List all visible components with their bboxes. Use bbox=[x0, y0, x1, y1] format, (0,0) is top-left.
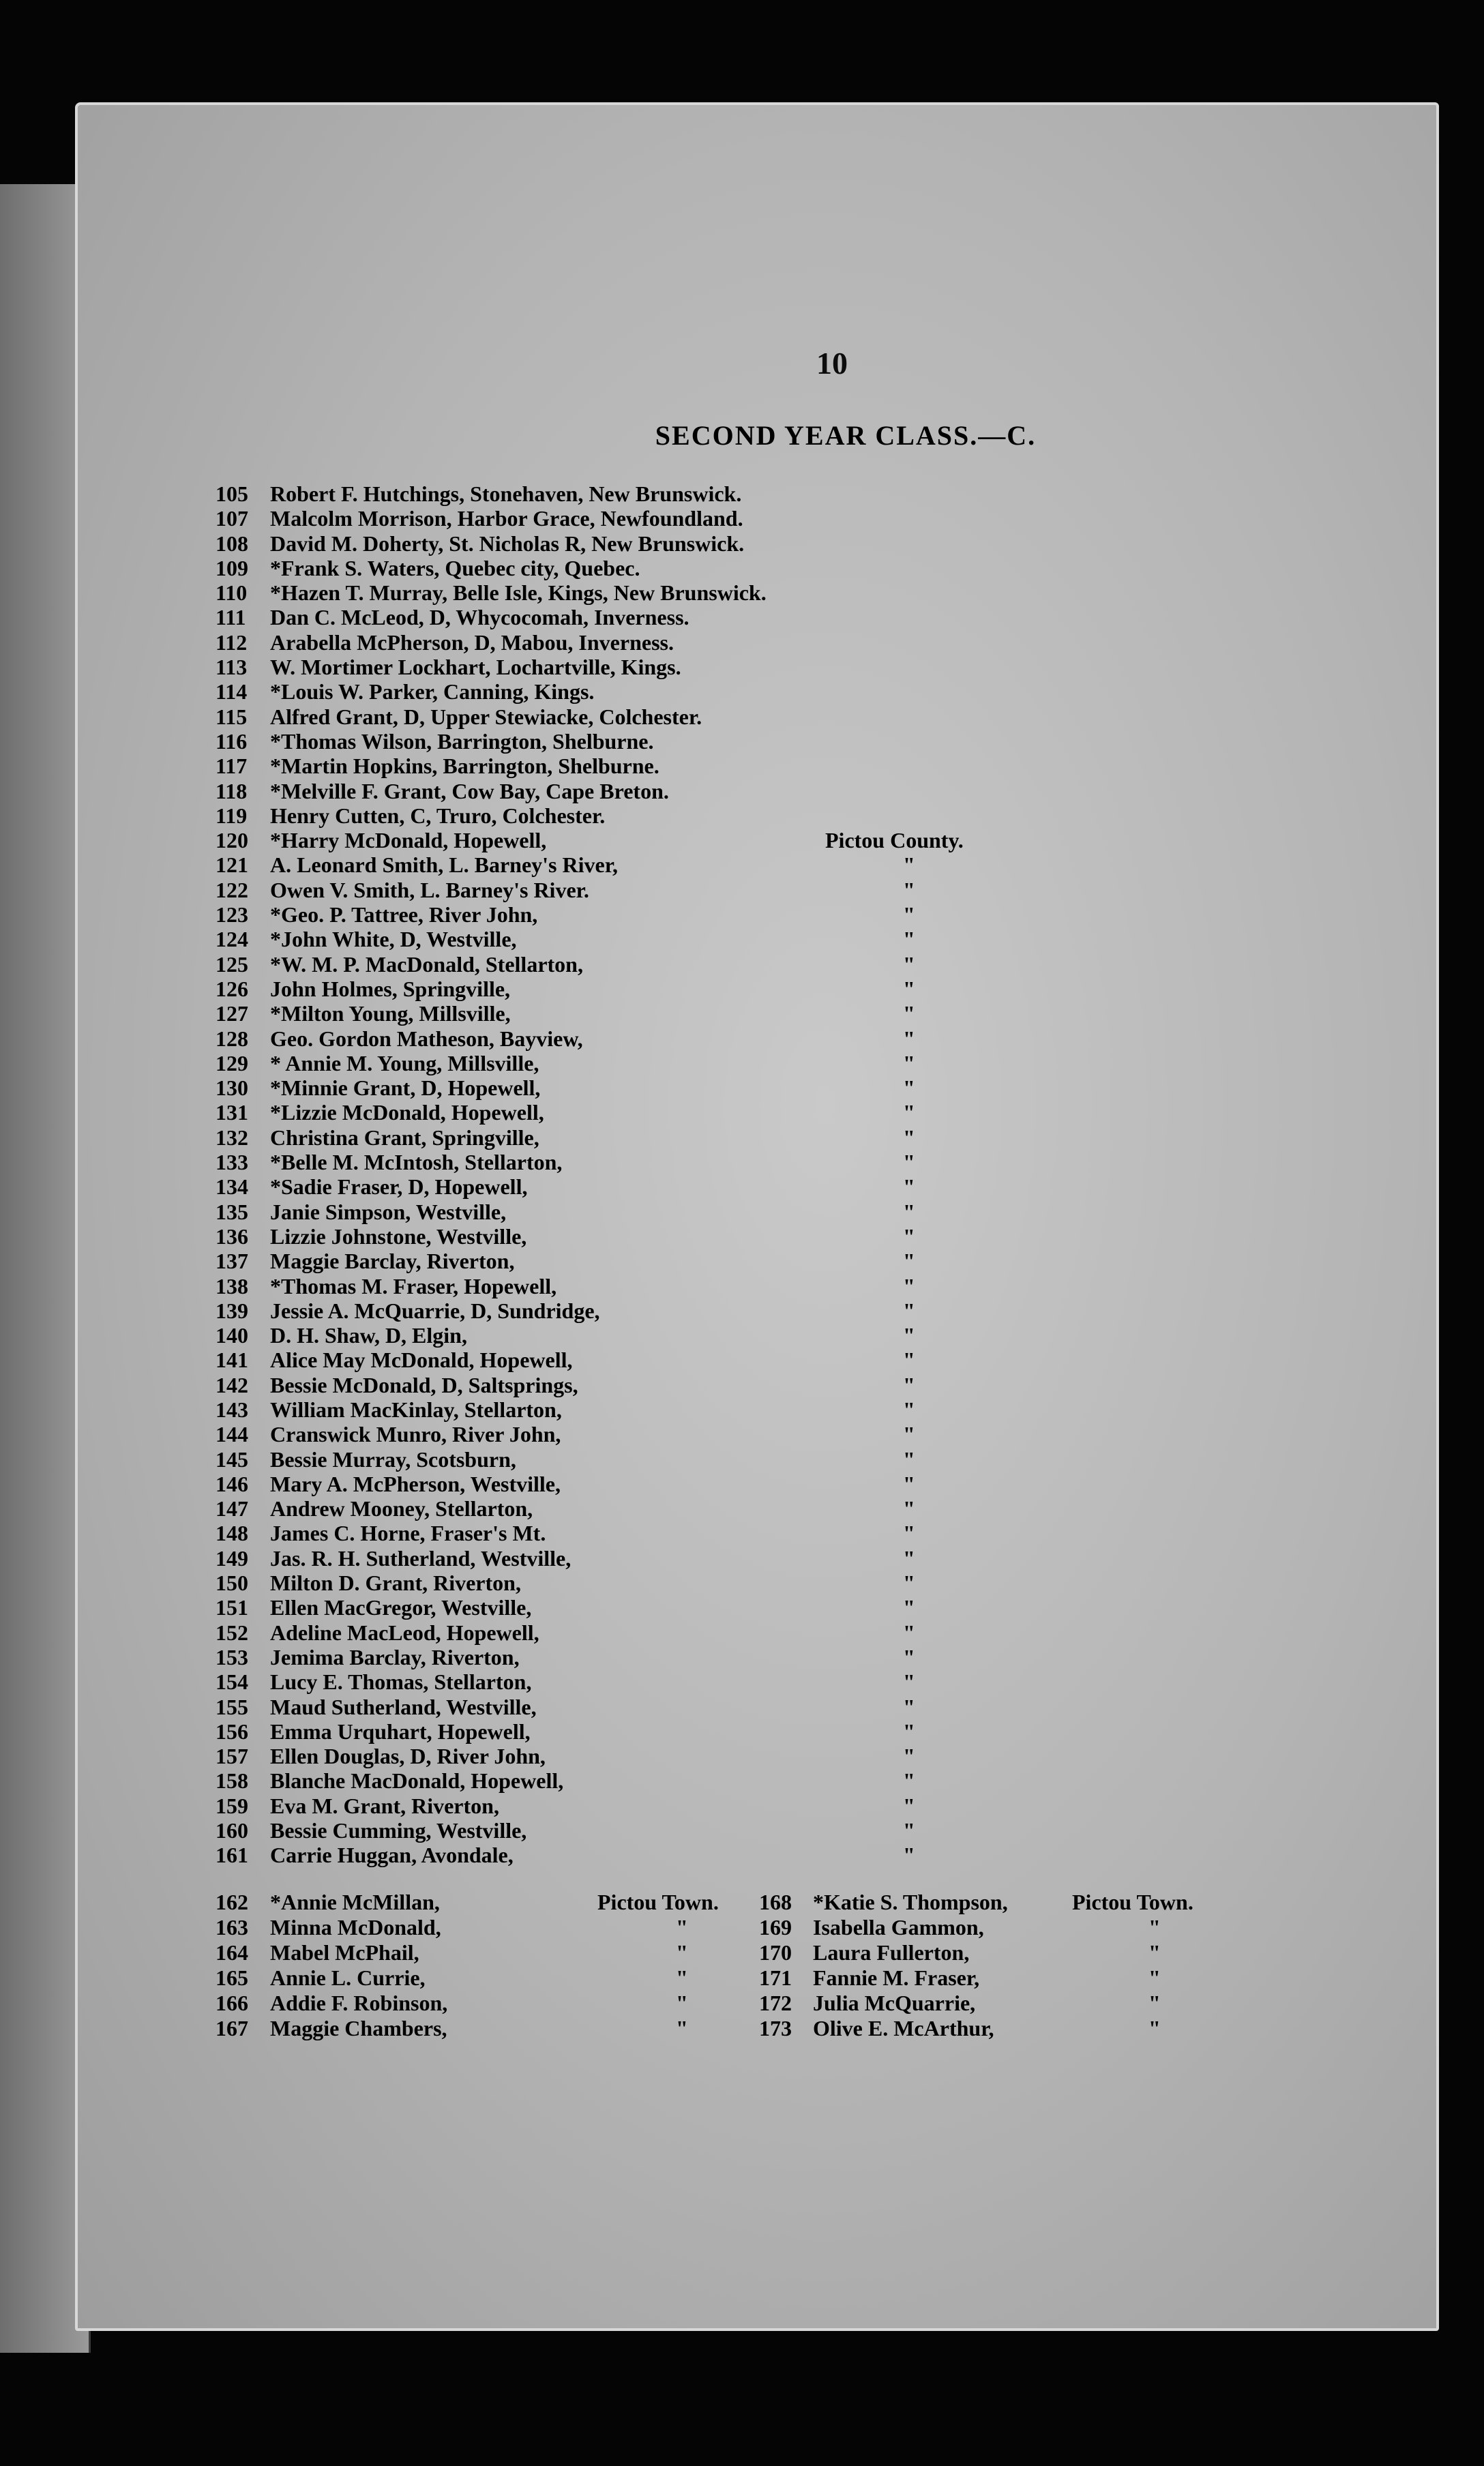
entry-name: *Frank S. Waters, Quebec city, Quebec. bbox=[270, 555, 640, 580]
entry-number: 170 bbox=[759, 1940, 792, 1965]
entry-name: Eva M. Grant, Riverton, bbox=[270, 1793, 499, 1818]
entry-number: 137 bbox=[216, 1249, 248, 1274]
entry-name: Annie L. Currie, bbox=[270, 1965, 426, 1990]
entry-ditto: " bbox=[903, 1694, 915, 1719]
entry-ditto: " bbox=[903, 1150, 915, 1175]
entry-number: 169 bbox=[759, 1915, 792, 1940]
entry-number: 143 bbox=[216, 1397, 248, 1422]
entry-number: 112 bbox=[216, 629, 248, 655]
entry-name: A. Leonard Smith, L. Barney's River, bbox=[270, 852, 618, 878]
entry-name: Lucy E. Thomas, Stellarton, bbox=[270, 1669, 532, 1695]
entry-name: Fannie M. Fraser, bbox=[813, 1965, 980, 1990]
list-item bbox=[216, 630, 1102, 655]
entry-name: James C. Horne, Fraser's Mt. bbox=[270, 1521, 546, 1546]
entry-name: Maggie Chambers, bbox=[270, 2016, 447, 2040]
list-item bbox=[216, 1075, 1102, 1100]
entry-name: Robert F. Hutchings, Stonehaven, New Brunswick. bbox=[270, 481, 742, 506]
entry-ditto: " bbox=[903, 1348, 915, 1373]
list-item bbox=[216, 704, 1102, 729]
entry-ditto: " bbox=[676, 2016, 688, 2040]
list-item bbox=[216, 1546, 1102, 1571]
list-item bbox=[216, 1744, 1102, 1768]
entry-name: Christina Grant, Springville, bbox=[270, 1125, 539, 1150]
entry-ditto: " bbox=[903, 1471, 915, 1496]
entry-number: 173 bbox=[759, 2016, 792, 2040]
list-item bbox=[216, 1422, 1102, 1446]
entry-number: 135 bbox=[216, 1199, 248, 1224]
list-item bbox=[216, 1298, 1102, 1323]
list-item bbox=[216, 1224, 1102, 1249]
list-item bbox=[216, 1818, 1102, 1843]
list-item bbox=[216, 927, 1102, 951]
list-item bbox=[216, 679, 1102, 704]
list-item bbox=[216, 1719, 1102, 1744]
entry-ditto: " bbox=[1148, 1965, 1161, 1990]
entry-ditto: " bbox=[903, 1223, 915, 1249]
entry-number: 151 bbox=[216, 1595, 248, 1620]
entry-ditto: " bbox=[903, 1595, 915, 1620]
entry-number: 144 bbox=[216, 1422, 248, 1447]
list-item-pair bbox=[216, 1915, 1238, 1940]
entry-ditto: " bbox=[903, 1273, 915, 1298]
entry-name: *Annie McMillan, bbox=[270, 1890, 440, 1914]
entry-number: 113 bbox=[216, 655, 248, 680]
entry-ditto: " bbox=[903, 1744, 915, 1769]
list-item bbox=[216, 779, 1102, 803]
list-item bbox=[216, 729, 1102, 754]
entry-number: 124 bbox=[216, 927, 248, 952]
list-item bbox=[216, 1669, 1102, 1694]
entry-number: 160 bbox=[216, 1818, 248, 1843]
entry-name: Owen V. Smith, L. Barney's River. bbox=[270, 877, 589, 902]
entry-ditto: " bbox=[903, 877, 915, 902]
entry-name: Mabel McPhail, bbox=[270, 1940, 419, 1965]
entry-number: 126 bbox=[216, 976, 248, 1001]
entry-ditto: " bbox=[903, 1793, 915, 1818]
entry-number: 114 bbox=[216, 679, 248, 704]
entry-name: Adeline MacLeod, Hopewell, bbox=[270, 1620, 539, 1645]
entry-number: 159 bbox=[216, 1793, 248, 1818]
list-item bbox=[216, 952, 1102, 977]
entry-name: *Thomas Wilson, Barrington, Shelburne. bbox=[270, 728, 654, 754]
entry-ditto: " bbox=[903, 951, 915, 977]
entry-name: Blanche MacDonald, Hopewell, bbox=[270, 1768, 564, 1794]
entry-name: Isabella Gammon, bbox=[813, 1915, 984, 1940]
list-item bbox=[216, 1150, 1102, 1174]
entry-number: 161 bbox=[216, 1843, 248, 1868]
list-item bbox=[216, 531, 1102, 556]
list-item bbox=[216, 1595, 1102, 1620]
entry-ditto: " bbox=[903, 1174, 915, 1200]
list-item bbox=[216, 580, 1102, 605]
entry-number: 138 bbox=[216, 1273, 248, 1298]
entry-number: 127 bbox=[216, 1001, 248, 1026]
entry-county: Pictou County. bbox=[825, 828, 964, 853]
list-item bbox=[216, 1472, 1102, 1496]
entry-ditto: " bbox=[903, 1372, 915, 1397]
entry-number: 141 bbox=[216, 1348, 248, 1373]
entry-ditto: " bbox=[903, 1843, 915, 1868]
entry-number: 117 bbox=[216, 754, 248, 779]
entry-number: 128 bbox=[216, 1026, 248, 1051]
list-item bbox=[216, 1026, 1102, 1051]
list-item bbox=[216, 1695, 1102, 1719]
entry-number: 168 bbox=[759, 1890, 792, 1914]
entry-number: 156 bbox=[216, 1719, 248, 1744]
list-item bbox=[216, 481, 1102, 506]
list-item bbox=[216, 1768, 1102, 1793]
entry-name: Julia McQuarrie, bbox=[813, 1991, 976, 2015]
entry-number: 166 bbox=[216, 1991, 248, 2015]
entry-ditto: " bbox=[903, 1719, 915, 1744]
entry-ditto: " bbox=[676, 1915, 688, 1940]
entry-number: 132 bbox=[216, 1125, 248, 1150]
list-item bbox=[216, 902, 1102, 927]
entry-ditto: " bbox=[903, 1397, 915, 1422]
entry-number: 158 bbox=[216, 1768, 248, 1794]
entry-number: 149 bbox=[216, 1545, 248, 1571]
entry-town: Pictou Town. bbox=[597, 1890, 719, 1914]
list-item-pair bbox=[216, 1940, 1238, 1965]
entry-number: 146 bbox=[216, 1471, 248, 1496]
entry-ditto: " bbox=[903, 1620, 915, 1645]
entry-number: 157 bbox=[216, 1744, 248, 1769]
entry-name: *Melville F. Grant, Cow Bay, Cape Breton. bbox=[270, 778, 669, 803]
page-title: SECOND YEAR CLASS.—C. bbox=[655, 420, 1037, 451]
list-item bbox=[216, 803, 1102, 828]
entry-number: 115 bbox=[216, 704, 248, 729]
entry-number: 125 bbox=[216, 951, 248, 977]
list-item bbox=[216, 1645, 1102, 1669]
entry-name: Henry Cutten, C, Truro, Colchester. bbox=[270, 803, 606, 828]
entry-number: 162 bbox=[216, 1890, 248, 1914]
entry-name: Lizzie Johnstone, Westville, bbox=[270, 1223, 527, 1249]
entry-name: Milton D. Grant, Riverton, bbox=[270, 1571, 521, 1596]
entry-name: John Holmes, Springville, bbox=[270, 976, 511, 1001]
entry-name: Carrie Huggan, Avondale, bbox=[270, 1843, 514, 1868]
list-item bbox=[216, 1125, 1102, 1150]
entry-name: Geo. Gordon Matheson, Bayview, bbox=[270, 1026, 583, 1051]
entry-name: W. Mortimer Lockhart, Lochartville, Kings. bbox=[270, 655, 681, 680]
entry-number: 148 bbox=[216, 1521, 248, 1546]
entry-number: 147 bbox=[216, 1496, 248, 1521]
entry-ditto: " bbox=[903, 1644, 915, 1669]
entry-name: Olive E. McArthur, bbox=[813, 2016, 994, 2040]
entry-number: 105 bbox=[216, 481, 248, 506]
entry-number: 153 bbox=[216, 1644, 248, 1669]
entry-name: Bessie Murray, Scotsburn, bbox=[270, 1446, 516, 1472]
entry-ditto: " bbox=[903, 1571, 915, 1596]
entry-name: Cranswick Munro, River John, bbox=[270, 1422, 561, 1447]
entry-name: Addie F. Robinson, bbox=[270, 1991, 448, 2015]
list-item bbox=[216, 878, 1102, 902]
entry-town: Pictou Town. bbox=[1072, 1890, 1193, 1914]
entry-ditto: " bbox=[903, 1669, 915, 1695]
entry-number: 119 bbox=[216, 803, 248, 828]
entry-ditto: " bbox=[903, 1422, 915, 1447]
entry-number: 120 bbox=[216, 828, 248, 853]
entry-name: Maggie Barclay, Riverton, bbox=[270, 1249, 515, 1274]
list-item bbox=[216, 1794, 1102, 1818]
entry-number: 116 bbox=[216, 728, 248, 754]
entry-ditto: " bbox=[903, 1323, 915, 1348]
list-item bbox=[216, 1323, 1102, 1348]
entry-name: Dan C. McLeod, D, Whycocomah, Inverness. bbox=[270, 605, 689, 630]
list-item bbox=[216, 1100, 1102, 1125]
entry-ditto: " bbox=[903, 1050, 915, 1075]
entry-ditto: " bbox=[903, 1026, 915, 1051]
entry-number: 134 bbox=[216, 1174, 248, 1200]
entry-ditto: " bbox=[903, 902, 915, 927]
entry-ditto: " bbox=[903, 1100, 915, 1125]
entry-ditto: " bbox=[1148, 1915, 1161, 1940]
entry-ditto: " bbox=[903, 1446, 915, 1472]
entry-name: Maud Sutherland, Westville, bbox=[270, 1694, 537, 1719]
entry-number: 171 bbox=[759, 1965, 792, 1990]
entry-name: *Minnie Grant, D, Hopewell, bbox=[270, 1075, 541, 1101]
entry-number: 154 bbox=[216, 1669, 248, 1695]
list-item bbox=[216, 1496, 1102, 1521]
entry-name: *Hazen T. Murray, Belle Isle, Kings, New Brunswick. bbox=[270, 580, 767, 606]
entry-name: Alfred Grant, D, Upper Stewiacke, Colchester. bbox=[270, 704, 702, 729]
entry-number: 164 bbox=[216, 1940, 248, 1965]
entry-name: *John White, D, Westville, bbox=[270, 927, 517, 952]
entry-name: Jas. R. H. Sutherland, Westville, bbox=[270, 1545, 572, 1571]
entry-ditto: " bbox=[1148, 1940, 1161, 1965]
entry-name: *Sadie Fraser, D, Hopewell, bbox=[270, 1174, 528, 1200]
entry-name: *W. M. P. MacDonald, Stellarton, bbox=[270, 951, 583, 977]
entry-number: 145 bbox=[216, 1446, 248, 1472]
list-item bbox=[216, 1447, 1102, 1472]
entry-name: *Louis W. Parker, Canning, Kings. bbox=[270, 679, 595, 704]
entry-name: *Lizzie McDonald, Hopewell, bbox=[270, 1100, 544, 1125]
list-item bbox=[216, 1348, 1102, 1372]
entry-ditto: " bbox=[903, 1075, 915, 1101]
entry-name: Alice May McDonald, Hopewell, bbox=[270, 1348, 573, 1373]
pictou-town-list bbox=[216, 1890, 1238, 2041]
entry-number: 123 bbox=[216, 902, 248, 927]
list-item bbox=[216, 852, 1102, 877]
entry-name: D. H. Shaw, D, Elgin, bbox=[270, 1323, 467, 1348]
entry-number: 150 bbox=[216, 1571, 248, 1596]
entry-number: 111 bbox=[216, 605, 246, 630]
list-item bbox=[216, 1571, 1102, 1595]
entry-ditto: " bbox=[903, 1001, 915, 1026]
entry-ditto: " bbox=[676, 1965, 688, 1990]
list-item bbox=[216, 1521, 1102, 1545]
entry-number: 139 bbox=[216, 1298, 248, 1323]
entry-name: Ellen Douglas, D, River John, bbox=[270, 1744, 546, 1769]
entry-name: *Geo. P. Tattree, River John, bbox=[270, 902, 538, 927]
list-item bbox=[216, 828, 1102, 852]
list-item-pair bbox=[216, 2016, 1238, 2041]
list-item bbox=[216, 754, 1102, 778]
entry-number: 108 bbox=[216, 531, 248, 556]
entry-name: * Annie M. Young, Millsville, bbox=[270, 1050, 539, 1075]
entry-number: 140 bbox=[216, 1323, 248, 1348]
entry-number: 133 bbox=[216, 1150, 248, 1175]
entry-name: Janie Simpson, Westville, bbox=[270, 1199, 507, 1224]
entry-number: 131 bbox=[216, 1100, 248, 1125]
entry-number: 172 bbox=[759, 1991, 792, 2015]
entry-ditto: " bbox=[903, 1521, 915, 1546]
entry-ditto: " bbox=[1148, 1991, 1161, 2015]
entry-ditto: " bbox=[1148, 2016, 1161, 2040]
entry-ditto: " bbox=[903, 1199, 915, 1224]
list-item bbox=[216, 1249, 1102, 1273]
list-item bbox=[216, 1274, 1102, 1298]
entry-number: 163 bbox=[216, 1915, 248, 1940]
student-list bbox=[216, 481, 1102, 1868]
entry-name: Laura Fullerton, bbox=[813, 1940, 970, 1965]
list-item bbox=[216, 655, 1102, 679]
entry-ditto: " bbox=[903, 1768, 915, 1794]
entry-name: Emma Urquhart, Hopewell, bbox=[270, 1719, 531, 1744]
entry-number: 130 bbox=[216, 1075, 248, 1101]
list-item bbox=[216, 1001, 1102, 1026]
list-item bbox=[216, 1373, 1102, 1397]
entry-name: Arabella McPherson, D, Mabou, Inverness. bbox=[270, 629, 674, 655]
entry-ditto: " bbox=[903, 927, 915, 952]
entry-number: 109 bbox=[216, 555, 248, 580]
list-item-pair bbox=[216, 1890, 1238, 1915]
entry-number: 122 bbox=[216, 877, 248, 902]
entry-ditto: " bbox=[903, 976, 915, 1001]
entry-name: Andrew Mooney, Stellarton, bbox=[270, 1496, 533, 1521]
entry-number: 167 bbox=[216, 2016, 248, 2040]
entry-name: *Thomas M. Fraser, Hopewell, bbox=[270, 1273, 557, 1298]
list-item bbox=[216, 556, 1102, 580]
entry-name: Bessie McDonald, D, Saltsprings, bbox=[270, 1372, 578, 1397]
entry-number: 110 bbox=[216, 580, 248, 606]
entry-ditto: " bbox=[903, 1496, 915, 1521]
list-item bbox=[216, 1200, 1102, 1224]
list-item bbox=[216, 1620, 1102, 1645]
entry-number: 142 bbox=[216, 1372, 248, 1397]
entry-name: *Martin Hopkins, Barrington, Shelburne. bbox=[270, 754, 659, 779]
list-item bbox=[216, 605, 1102, 629]
entry-name: Mary A. McPherson, Westville, bbox=[270, 1471, 561, 1496]
entry-number: 136 bbox=[216, 1223, 248, 1249]
list-item bbox=[216, 1843, 1102, 1867]
entry-ditto: " bbox=[903, 1298, 915, 1323]
list-item bbox=[216, 1174, 1102, 1199]
entry-number: 155 bbox=[216, 1694, 248, 1719]
entry-name: *Harry McDonald, Hopewell, bbox=[270, 828, 547, 853]
entry-name: William MacKinlay, Stellarton, bbox=[270, 1397, 562, 1422]
list-item bbox=[216, 1051, 1102, 1075]
entry-ditto: " bbox=[903, 1249, 915, 1274]
entry-name: Bessie Cumming, Westville, bbox=[270, 1818, 527, 1843]
entry-name: Malcolm Morrison, Harbor Grace, Newfoundland. bbox=[270, 506, 743, 531]
list-item bbox=[216, 506, 1102, 531]
entry-number: 107 bbox=[216, 506, 248, 531]
entry-ditto: " bbox=[676, 1940, 688, 1965]
entry-name: *Katie S. Thompson, bbox=[813, 1890, 1008, 1914]
entry-ditto: " bbox=[903, 852, 915, 878]
entry-name: Ellen MacGregor, Westville, bbox=[270, 1595, 532, 1620]
entry-ditto: " bbox=[903, 1545, 915, 1571]
entry-number: 152 bbox=[216, 1620, 248, 1645]
entry-ditto: " bbox=[903, 1818, 915, 1843]
entry-name: Minna McDonald, bbox=[270, 1915, 441, 1940]
entry-number: 118 bbox=[216, 778, 248, 803]
entry-ditto: " bbox=[676, 1991, 688, 2015]
page-number: 10 bbox=[816, 346, 848, 381]
entry-number: 165 bbox=[216, 1965, 248, 1990]
entry-name: Jemima Barclay, Riverton, bbox=[270, 1644, 520, 1669]
list-item-pair bbox=[216, 1991, 1238, 2016]
entry-name: *Milton Young, Millsville, bbox=[270, 1001, 511, 1026]
entry-number: 121 bbox=[216, 852, 248, 878]
entry-name: David M. Doherty, St. Nicholas R, New Brunswick. bbox=[270, 531, 745, 556]
entry-name: *Belle M. McIntosh, Stellarton, bbox=[270, 1150, 563, 1175]
list-item bbox=[216, 977, 1102, 1001]
entry-name: Jessie A. McQuarrie, D, Sundridge, bbox=[270, 1298, 600, 1323]
entry-number: 129 bbox=[216, 1050, 248, 1075]
entry-ditto: " bbox=[903, 1125, 915, 1150]
list-item-pair bbox=[216, 1965, 1238, 1991]
list-item bbox=[216, 1397, 1102, 1422]
